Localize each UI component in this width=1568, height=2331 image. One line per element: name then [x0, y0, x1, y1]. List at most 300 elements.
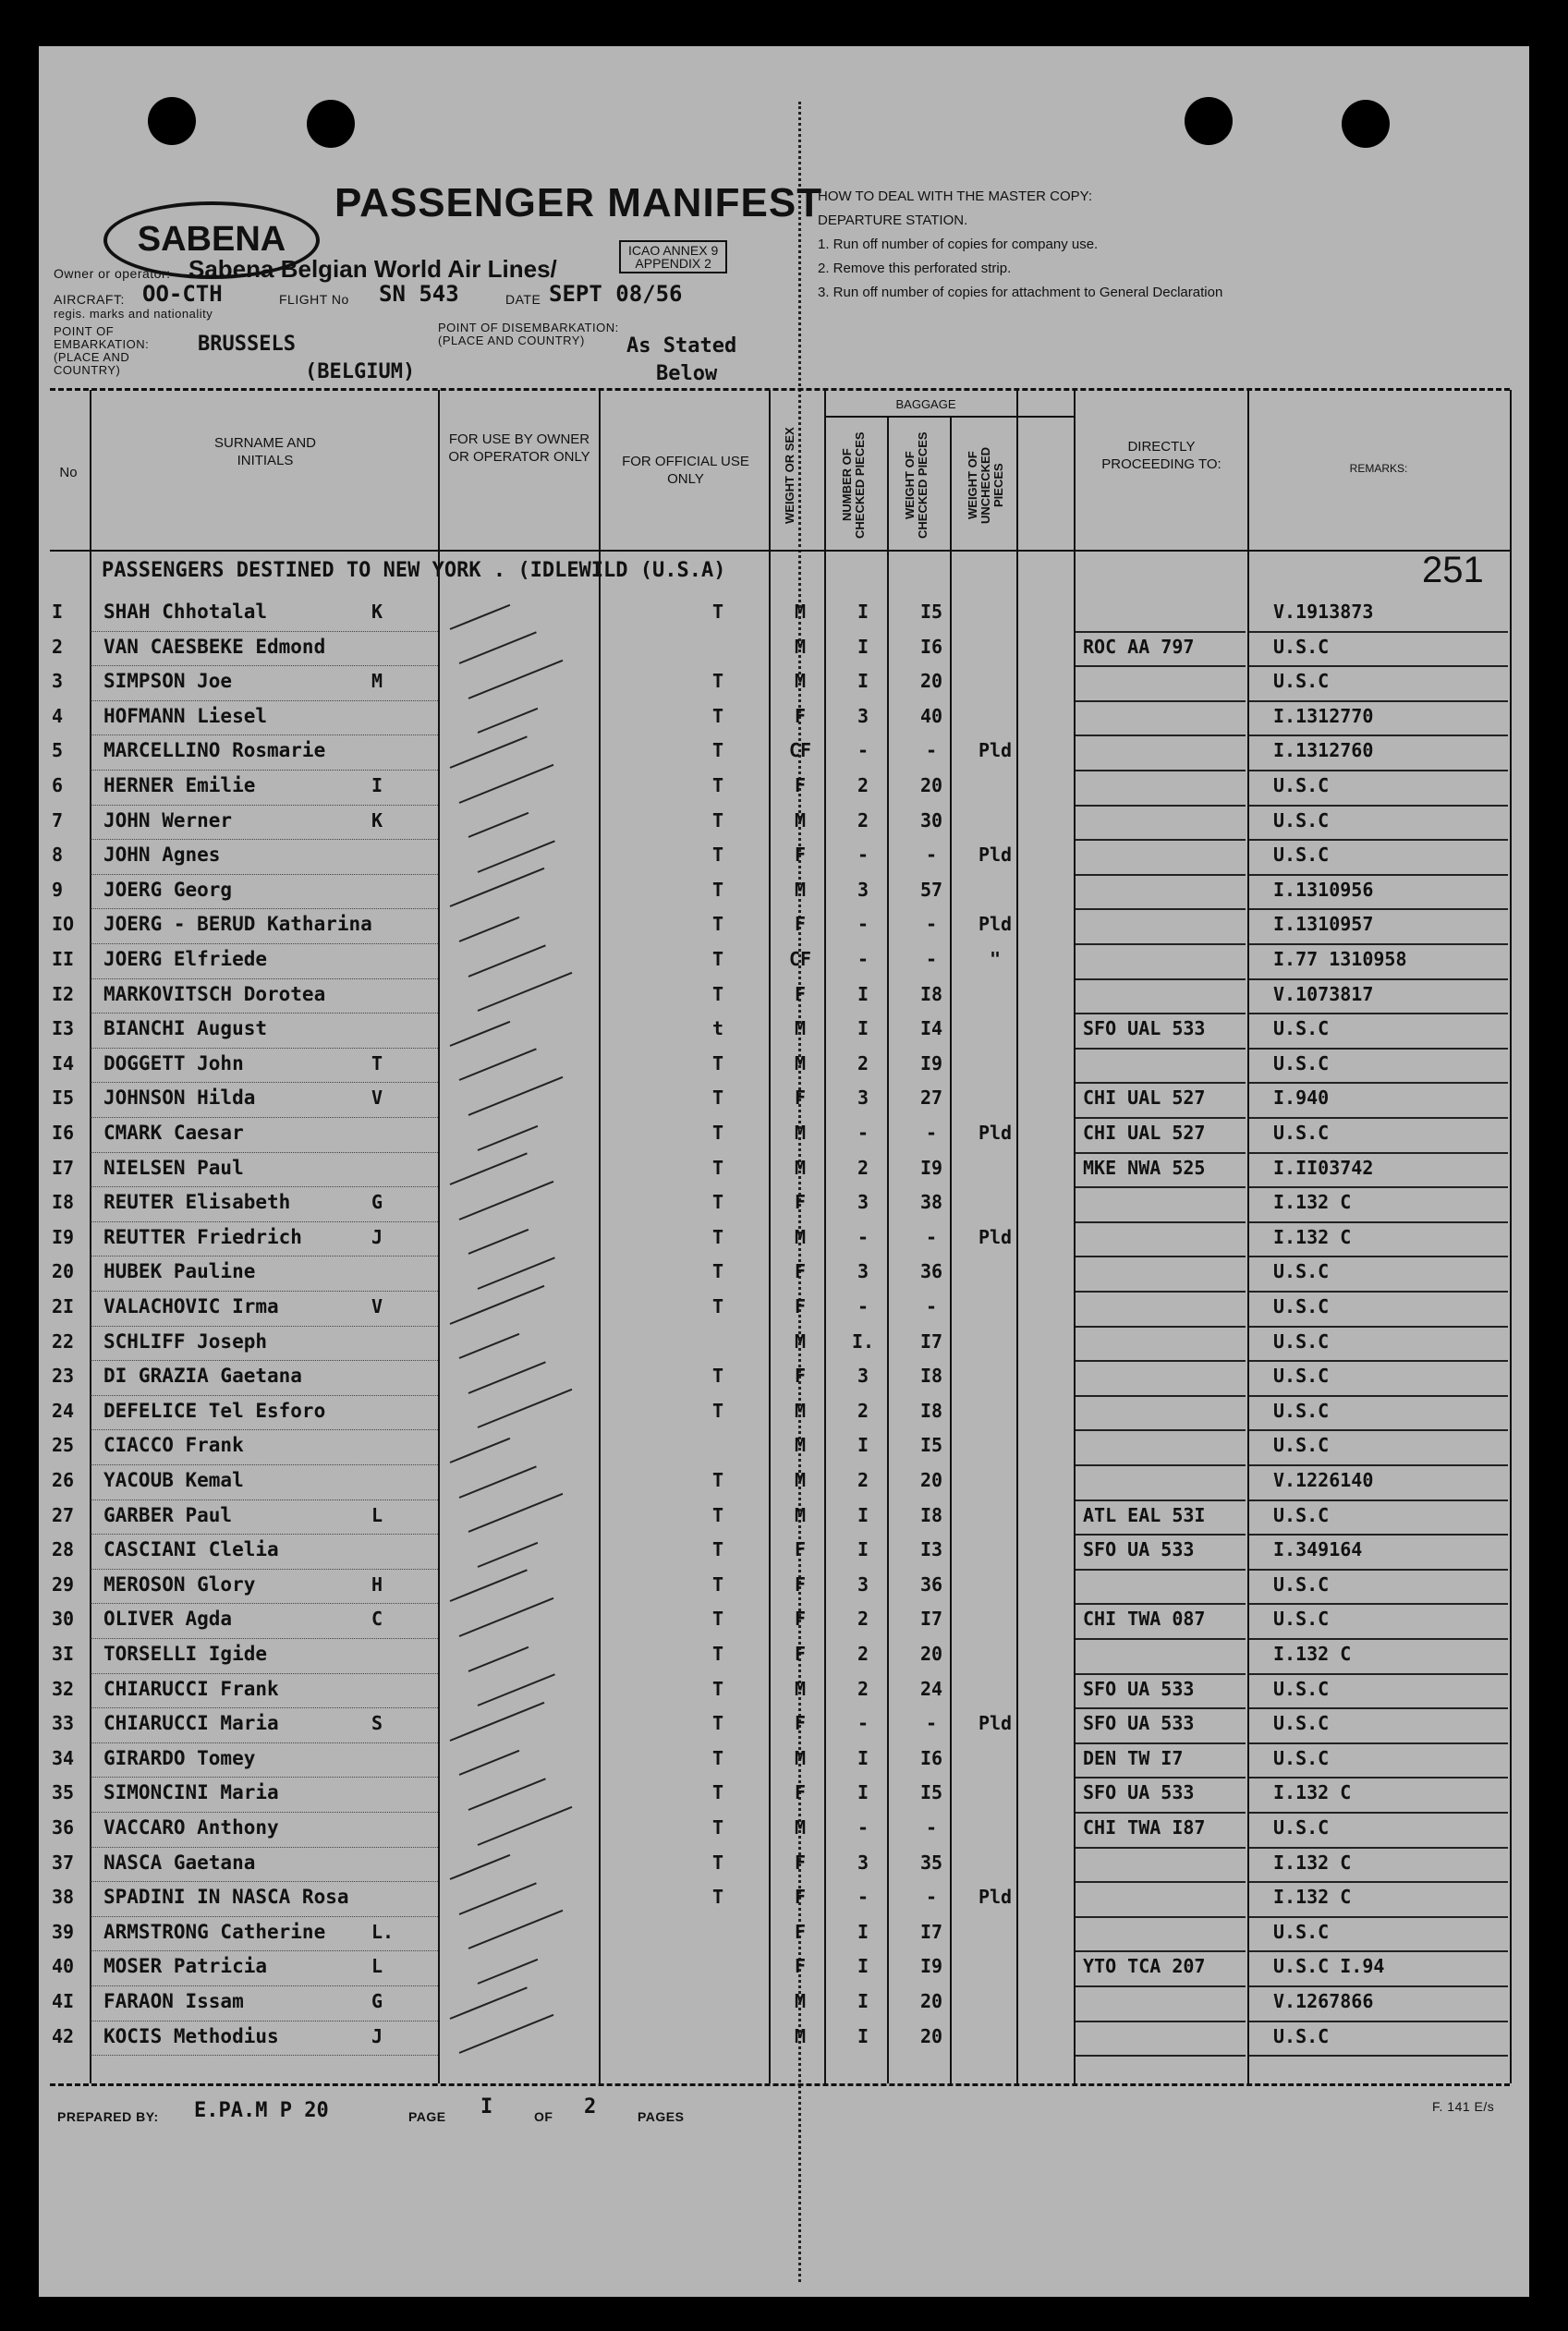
table-row [39, 1050, 1517, 1086]
remarks: U.S.C [1273, 670, 1330, 693]
row-rule [1249, 1221, 1508, 1223]
remarks: U.S.C [1273, 1122, 1330, 1144]
checked-pieces: - [857, 1816, 869, 1839]
passenger-name: ARMSTRONG Catherine [103, 1920, 326, 1943]
remarks: I.II03742 [1273, 1156, 1374, 1179]
official-mark: T [711, 808, 724, 832]
passenger-initial: T [371, 1051, 383, 1074]
row-number: 8 [52, 844, 64, 867]
col-header-weight-unchecked: WEIGHT OF UNCHECKED PIECES [966, 446, 1005, 524]
checked-weight: I5 [919, 1434, 943, 1457]
row-rule [91, 1082, 438, 1083]
official-mark: T [711, 948, 724, 970]
sex-code: M [794, 878, 807, 901]
checked-weight: I5 [919, 1781, 943, 1804]
checked-pieces: I [857, 635, 869, 658]
sex-code: F [794, 774, 807, 796]
row-number: 37 [52, 1851, 75, 1874]
table-row [39, 1224, 1517, 1259]
passenger-name: MEROSON Glory [103, 1572, 256, 1596]
icao-line1: ICAO ANNEX 9 [628, 243, 719, 258]
row-rule [1076, 1812, 1246, 1814]
row-rule [91, 1916, 438, 1917]
sex-code: M [794, 1156, 807, 1179]
row-rule [91, 1117, 438, 1118]
checked-pieces: 3 [857, 1260, 869, 1283]
proceeding-to: SFO UA 533 [1083, 1712, 1195, 1735]
official-mark: t [711, 1017, 724, 1040]
remarks: U.S.C [1273, 1608, 1330, 1631]
row-number: 7 [52, 808, 64, 832]
remarks: U.S.C [1273, 1434, 1330, 1457]
sex-code: M [794, 1017, 807, 1040]
passenger-name: JOHNSON Hilda [103, 1087, 256, 1110]
table-row [39, 1676, 1517, 1711]
checked-weight: - [925, 948, 938, 970]
row-rule [91, 1152, 438, 1153]
col-header-weight-checked: WEIGHT OF CHECKED PIECES [903, 431, 930, 539]
checked-pieces: 3 [857, 1851, 869, 1874]
remarks: I.132 C [1273, 1643, 1352, 1665]
checked-pieces: I [857, 2024, 869, 2047]
table-row [39, 1641, 1517, 1676]
passenger-name: DEFELICE Tel Esforo [103, 1399, 326, 1422]
table-row [39, 2023, 1517, 2058]
table-row [39, 1258, 1517, 1293]
sex-code: F [794, 1191, 807, 1214]
date-label: DATE [505, 292, 541, 307]
passenger-name: VAN CAESBEKE Edmond [103, 635, 326, 658]
sex-code: F [794, 844, 807, 867]
row-number: I [52, 601, 64, 623]
check-mark [450, 1854, 511, 1880]
checked-pieces: 3 [857, 1572, 869, 1596]
row-rule [91, 1603, 438, 1604]
sex-code: F [794, 1538, 807, 1561]
checked-pieces: I. [851, 1329, 875, 1353]
checked-weight: I6 [919, 1746, 943, 1769]
row-number: 36 [52, 1816, 75, 1839]
checked-weight: - [925, 913, 938, 936]
row-rule [1076, 1916, 1246, 1918]
unchecked-weight: Pld [978, 1712, 1013, 1735]
sex-code: F [794, 704, 807, 727]
checked-weight: I9 [919, 1156, 943, 1179]
proceeding-to: SFO UA 533 [1083, 1677, 1195, 1700]
embark-country: (BELGIUM) [305, 360, 416, 383]
sex-code: F [794, 1572, 807, 1596]
checked-pieces: - [857, 948, 869, 970]
row-rule [91, 1777, 438, 1778]
sex-code: M [794, 635, 807, 658]
passenger-name: KOCIS Methodius [103, 2024, 279, 2047]
sex-code: CF [788, 739, 812, 762]
official-mark: T [711, 739, 724, 762]
row-rule [1249, 1117, 1508, 1119]
row-rule [1076, 978, 1246, 980]
row-rule [91, 805, 438, 806]
sex-code: M [794, 1746, 807, 1769]
row-rule [91, 1707, 438, 1708]
official-mark: T [711, 878, 724, 901]
table-row [39, 703, 1517, 738]
row-rule [1249, 1152, 1508, 1154]
checked-pieces: - [857, 913, 869, 936]
official-mark: T [711, 1538, 724, 1561]
table-row [39, 1467, 1517, 1502]
passenger-name: MOSER Patricia [103, 1955, 268, 1978]
checked-weight: I9 [919, 1955, 943, 1978]
remarks: U.S.C [1273, 1017, 1330, 1040]
remarks: I.1310957 [1273, 913, 1374, 936]
passenger-name: TORSELLI Igide [103, 1643, 268, 1665]
aircraft-label: AIRCRAFT: [54, 292, 125, 307]
proceeding-to: DEN TW I7 [1083, 1746, 1184, 1769]
remarks: U.S.C [1273, 2024, 1330, 2047]
disembark-label: POINT OF DISEMBARKATION: (PLACE AND COUNTRY) [438, 321, 619, 347]
checked-pieces: 2 [857, 1399, 869, 1422]
row-rule [91, 1638, 438, 1639]
row-rule [1076, 735, 1246, 736]
official-mark: T [711, 1503, 724, 1526]
sex-code: F [794, 913, 807, 936]
passenger-name: BIANCHI August [103, 1017, 268, 1040]
row-rule [1249, 978, 1508, 980]
sex-code: F [794, 1712, 807, 1735]
of-label: OF [534, 2109, 553, 2124]
row-rule [91, 1881, 438, 1882]
row-rule [1076, 1256, 1246, 1257]
row-rule [91, 1429, 438, 1430]
unchecked-weight: Pld [978, 913, 1013, 936]
passenger-initial: C [371, 1608, 383, 1631]
passenger-name: VALACHOVIC Irma [103, 1295, 279, 1317]
row-rule [1249, 1638, 1508, 1640]
row-rule [1249, 805, 1508, 807]
passenger-name: OLIVER Agda [103, 1608, 233, 1631]
sex-code: M [794, 1225, 807, 1248]
sex-code: M [794, 1399, 807, 1422]
row-rule [91, 1950, 438, 1951]
prepared-label: PREPARED BY: [57, 2109, 159, 2124]
checked-weight: I9 [919, 1051, 943, 1074]
row-rule [91, 700, 438, 701]
aircraft-value: OO-CTH [142, 281, 223, 307]
page-value: I [480, 2095, 493, 2119]
checked-pieces: 2 [857, 1156, 869, 1179]
passenger-name: YACOUB Kemal [103, 1469, 244, 1491]
official-mark: T [711, 1260, 724, 1283]
remarks: I.132 C [1273, 1886, 1352, 1909]
checked-weight: - [925, 739, 938, 762]
checked-pieces: 2 [857, 1677, 869, 1700]
official-mark: T [711, 1051, 724, 1074]
punch-hole [1342, 100, 1390, 148]
checked-weight: I7 [919, 1329, 943, 1353]
table-row [39, 911, 1517, 946]
instruction-line: HOW TO DEAL WITH THE MASTER COPY: [818, 188, 1092, 204]
col-header-no: No [59, 465, 78, 480]
sex-code: M [794, 1677, 807, 1700]
check-mark [478, 1124, 539, 1150]
regis-label: regis. marks and nationality [54, 307, 213, 321]
proceeding-to: CHI UAL 527 [1083, 1122, 1206, 1144]
row-number: I8 [52, 1191, 75, 1214]
table-top-rule [50, 388, 1510, 391]
row-rule [1076, 1360, 1246, 1362]
passenger-initial: L. [371, 1920, 395, 1943]
row-rule [1249, 1048, 1508, 1050]
sex-code: M [794, 1051, 807, 1074]
row-rule [91, 1673, 438, 1674]
sex-code: F [794, 1851, 807, 1874]
proceeding-to: SFO UA 533 [1083, 1538, 1195, 1561]
table-row [39, 1363, 1517, 1398]
passenger-initial: V [371, 1295, 383, 1317]
row-rule [1249, 1673, 1508, 1675]
checked-weight: I7 [919, 1608, 943, 1631]
remarks: U.S.C [1273, 1295, 1330, 1317]
row-number: 3I [52, 1643, 75, 1665]
row-rule [1076, 839, 1246, 841]
row-rule [1249, 665, 1508, 667]
row-rule [1076, 1395, 1246, 1397]
checked-pieces: 3 [857, 1191, 869, 1214]
destination-line: PASSENGERS DESTINED TO NEW YORK . (IDLEWILD (U.S.A) [102, 559, 726, 582]
instruction-line: 1. Run off number of copies for company use. [818, 237, 1099, 252]
row-number: 40 [52, 1955, 75, 1978]
passenger-name: CMARK Caesar [103, 1122, 244, 1144]
row-rule [91, 1256, 438, 1257]
row-rule [1076, 1950, 1246, 1952]
row-rule [91, 1221, 438, 1222]
row-number: I6 [52, 1122, 75, 1144]
check-mark [478, 708, 539, 734]
checked-pieces: 2 [857, 808, 869, 832]
row-rule [1076, 665, 1246, 667]
row-rule [1249, 770, 1508, 771]
official-mark: T [711, 1156, 724, 1179]
passenger-initial: M [371, 670, 383, 693]
row-rule [1249, 1603, 1508, 1605]
row-number: I7 [52, 1156, 75, 1179]
table-row [39, 1502, 1517, 1537]
row-rule [1249, 1082, 1508, 1084]
table-row [39, 1572, 1517, 1607]
col-header-pieces: NUMBER OF CHECKED PIECES [840, 431, 867, 539]
checked-pieces: I [857, 1434, 869, 1457]
proceeding-to: CHI UAL 527 [1083, 1087, 1206, 1110]
checked-weight: - [925, 1295, 938, 1317]
sex-code: M [794, 1990, 807, 2012]
checked-pieces: I [857, 1781, 869, 1804]
col-header-owner: FOR USE BY OWNER OR OPERATOR ONLY [448, 431, 590, 465]
official-mark: T [711, 1746, 724, 1769]
check-mark [468, 1229, 529, 1255]
checked-pieces: 3 [857, 1087, 869, 1110]
check-mark [468, 944, 546, 977]
check-mark [478, 1542, 539, 1568]
checked-pieces: - [857, 1225, 869, 1248]
row-rule [1076, 1221, 1246, 1223]
passenger-initial: L [371, 1503, 383, 1526]
row-number: 38 [52, 1886, 75, 1909]
checked-pieces: 3 [857, 1365, 869, 1388]
passenger-initial: K [371, 808, 383, 832]
table-row [39, 1293, 1517, 1329]
row-number: 6 [52, 774, 64, 796]
disembark-value-2: Below [656, 362, 718, 385]
official-mark: T [711, 1399, 724, 1422]
passenger-name: GARBER Paul [103, 1503, 233, 1526]
sex-code: F [794, 1365, 807, 1388]
checked-pieces: I [857, 1990, 869, 2012]
official-mark: T [711, 1816, 724, 1839]
remarks: U.S.C [1273, 1399, 1330, 1422]
row-rule [91, 2055, 438, 2056]
row-rule [1076, 874, 1246, 876]
sex-code: M [794, 1816, 807, 1839]
row-rule [1076, 1881, 1246, 1883]
row-number: 34 [52, 1746, 75, 1769]
passenger-name: HOFMANN Liesel [103, 704, 268, 727]
remarks: V.1913873 [1273, 601, 1374, 623]
official-mark: T [711, 774, 724, 796]
row-number: 32 [52, 1677, 75, 1700]
row-rule [1076, 700, 1246, 702]
row-rule [1076, 1742, 1246, 1744]
row-rule [91, 1569, 438, 1570]
checked-pieces: I [857, 1017, 869, 1040]
row-number: I2 [52, 982, 75, 1005]
official-mark: T [711, 1886, 724, 1909]
row-number: 9 [52, 878, 64, 901]
official-mark: T [711, 1225, 724, 1248]
row-rule [1076, 1152, 1246, 1154]
sex-code: M [794, 808, 807, 832]
table-row [39, 1015, 1517, 1050]
remarks: V.1267866 [1273, 1990, 1374, 2012]
checked-pieces: 2 [857, 1643, 869, 1665]
check-mark [468, 1361, 546, 1394]
checked-pieces: - [857, 1886, 869, 1909]
punch-hole [148, 97, 196, 145]
row-rule [1249, 908, 1508, 910]
remarks: I.1310956 [1273, 878, 1374, 901]
row-rule [1249, 2021, 1508, 2022]
checked-pieces: 2 [857, 1051, 869, 1074]
checked-weight: 57 [919, 878, 943, 901]
row-number: 27 [52, 1503, 75, 1526]
check-mark [459, 632, 537, 665]
row-rule [1249, 1569, 1508, 1571]
of-value: 2 [584, 2095, 597, 2119]
checked-weight: 20 [919, 670, 943, 693]
row-number: 4I [52, 1990, 75, 2012]
checked-weight: I3 [919, 1538, 943, 1561]
row-rule [91, 1326, 438, 1327]
remarks: I.77 1310958 [1273, 948, 1407, 970]
col-header-weight-sex: WEIGHT OR SEX [783, 427, 796, 525]
checked-weight: - [925, 1816, 938, 1839]
official-mark: T [711, 1469, 724, 1491]
remarks: U.S.C [1273, 1365, 1330, 1388]
passenger-initial: V [371, 1087, 383, 1110]
row-rule [91, 1291, 438, 1292]
row-number: 25 [52, 1434, 75, 1457]
official-mark: T [711, 1677, 724, 1700]
row-number: 20 [52, 1260, 75, 1283]
checked-pieces: 2 [857, 1469, 869, 1491]
check-mark [478, 1959, 539, 1985]
checked-weight: 36 [919, 1572, 943, 1596]
checked-weight: - [925, 844, 938, 867]
unchecked-weight: Pld [978, 844, 1013, 867]
table-row [39, 1988, 1517, 2023]
row-rule [91, 631, 438, 632]
punch-hole [307, 100, 355, 148]
flight-value: SN 543 [379, 281, 459, 307]
passenger-name: MARCELLINO Rosmarie [103, 739, 326, 762]
row-rule [1076, 1707, 1246, 1709]
row-number: 2I [52, 1295, 75, 1317]
remarks: U.S.C [1273, 844, 1330, 867]
row-rule [91, 839, 438, 840]
proceeding-to: CHI TWA I87 [1083, 1816, 1206, 1839]
row-rule [91, 1499, 438, 1500]
passenger-name: SCHLIFF Joseph [103, 1329, 268, 1353]
table-row [39, 1919, 1517, 1954]
checked-weight: 20 [919, 1469, 943, 1491]
row-rule [91, 665, 438, 666]
official-mark: T [711, 1608, 724, 1631]
checked-pieces: 2 [857, 774, 869, 796]
row-rule [1249, 735, 1508, 736]
checked-weight: 38 [919, 1191, 943, 1214]
row-rule [1249, 1777, 1508, 1779]
passenger-initial: G [371, 1990, 383, 2012]
checked-pieces: I [857, 1538, 869, 1561]
instruction-line: DEPARTURE STATION. [818, 212, 968, 228]
row-number: 3 [52, 670, 64, 693]
baggage-rule [824, 416, 1074, 418]
row-rule [91, 770, 438, 771]
remarks: U.S.C [1273, 1260, 1330, 1283]
passenger-initial: I [371, 774, 383, 796]
official-mark: T [711, 1295, 724, 1317]
row-rule [91, 908, 438, 909]
row-rule [1249, 1847, 1508, 1849]
passenger-name: JOHN Werner [103, 808, 233, 832]
form-code: F. 141 E/s [1432, 2099, 1495, 2114]
flight-label: FLIGHT No [279, 292, 349, 307]
unchecked-weight: Pld [978, 1225, 1013, 1248]
table-row [39, 1432, 1517, 1467]
passenger-name: SIMONCINI Maria [103, 1781, 279, 1804]
check-mark [459, 1882, 537, 1915]
table-row [39, 1398, 1517, 1433]
row-rule [91, 943, 438, 944]
row-rule [1249, 631, 1508, 633]
passenger-name: SPADINI IN NASCA Rosa [103, 1886, 349, 1909]
checked-weight: - [925, 1122, 938, 1144]
row-number: II [52, 948, 75, 970]
row-rule [91, 874, 438, 875]
row-rule [1249, 1256, 1508, 1257]
unchecked-weight: " [989, 948, 1002, 970]
remarks: I.940 [1273, 1087, 1330, 1110]
check-mark [450, 1021, 511, 1047]
